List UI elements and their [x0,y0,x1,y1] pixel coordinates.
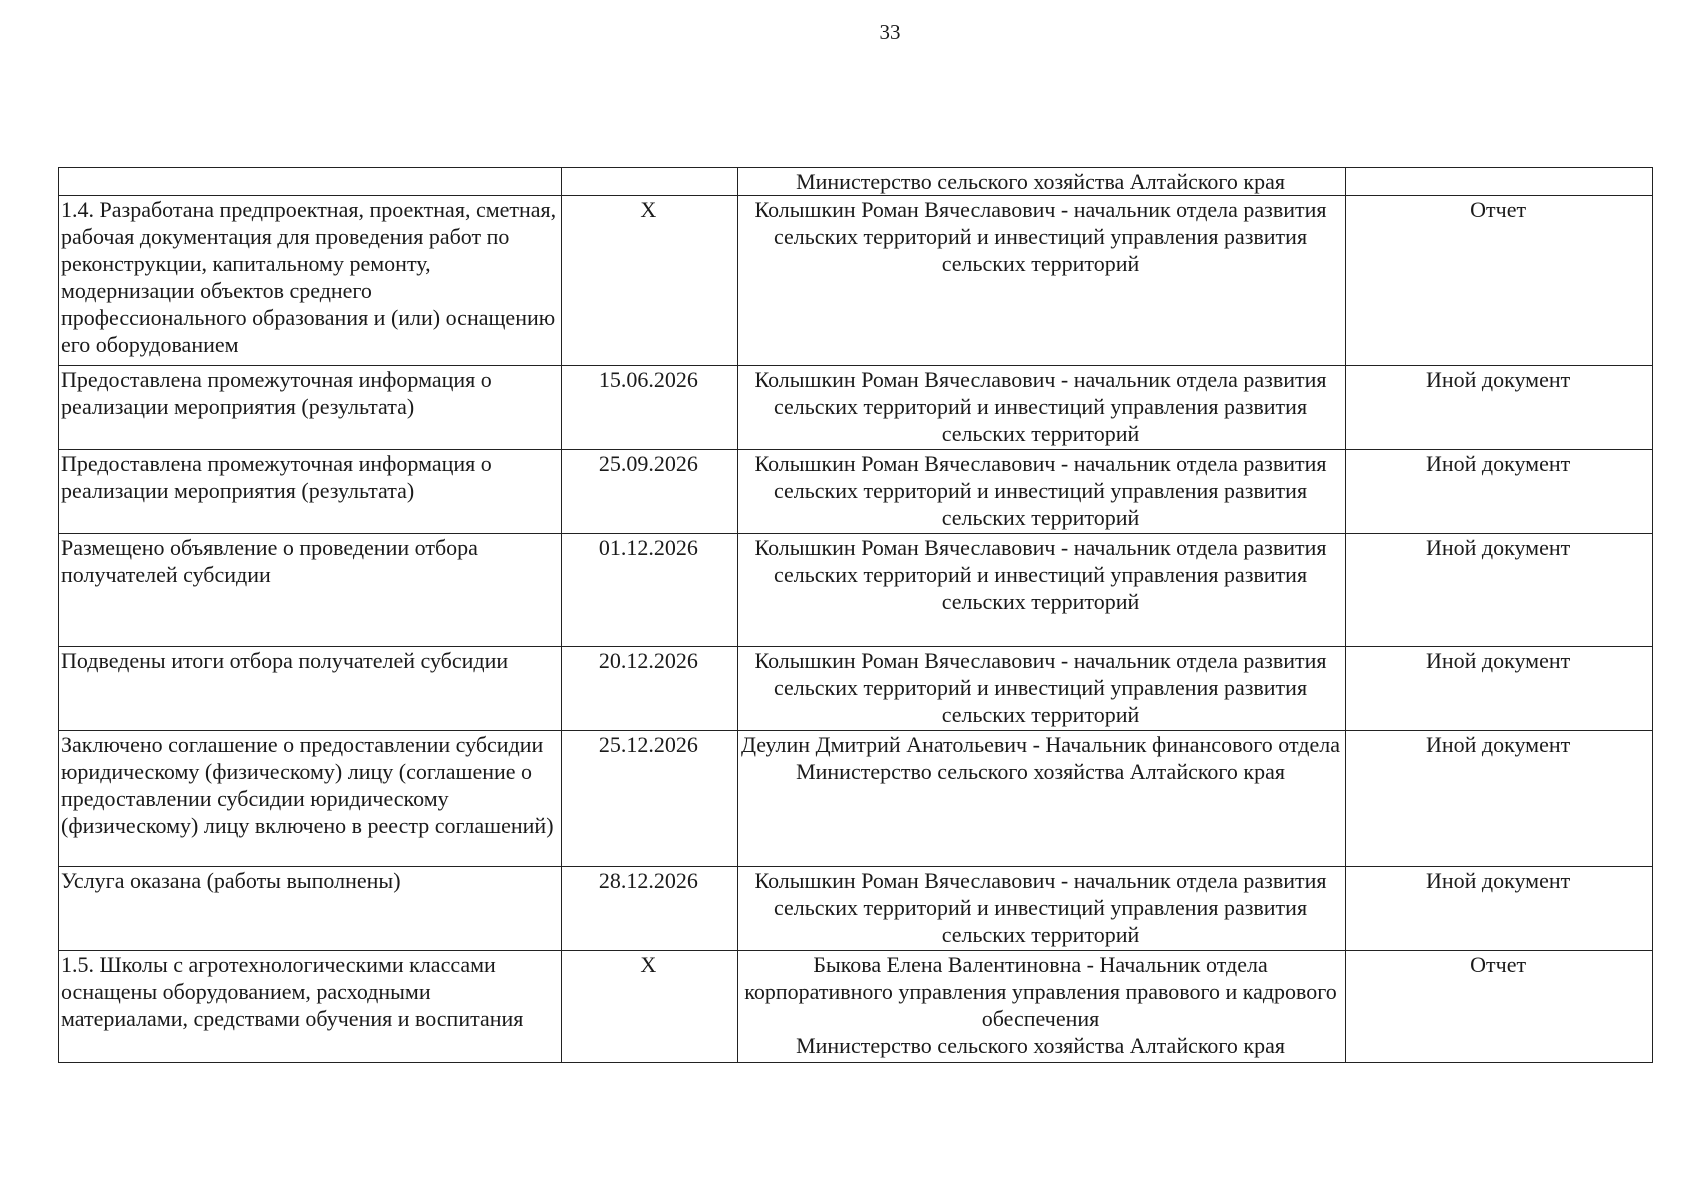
cell-date: 25.12.2026 [561,731,737,867]
cell-responsible [737,647,1345,731]
cell-document-type: Иной документ [1346,450,1653,534]
table-row [59,168,1653,196]
table-row [59,951,1653,1063]
cell-date [561,168,737,196]
cell-responsible [737,366,1345,450]
cell-responsible [737,731,1345,867]
cell-responsible [737,867,1345,951]
cell-date: X [561,196,737,366]
cell-responsible [737,951,1345,1063]
cell-date: 28.12.2026 [561,867,737,951]
cell-result-description: 1.5. Школы с агротехнологическими классами оснащены оборудованием, расходными материалами, средствами обучения и воспитания [59,951,562,1063]
cell-result-description: Предоставлена промежуточная информация о реализации мероприятия (результата) [59,450,562,534]
cell-date: 15.06.2026 [561,366,737,450]
cell-date: 01.12.2026 [561,534,737,647]
cell-result-description: 1.4. Разработана предпроектная, проектная, сметная, рабочая документация для проведения работ по реконструкции, капитальному ремонту, модернизации объектов среднего профессионального образования и (или) оснащению его оборудованием [59,196,562,366]
cell-document-type: Отчет [1346,951,1653,1063]
cell-date: 25.09.2026 [561,450,737,534]
cell-date: 20.12.2026 [561,647,737,731]
cell-document-type: Иной документ [1346,647,1653,731]
cell-result-description: Предоставлена промежуточная информация о реализации мероприятия (результата) [59,366,562,450]
cell-responsible [737,196,1345,366]
cell-responsible [737,450,1345,534]
responsible-line: Колышкин Роман Вячеславович - начальник отдела развития сельских территорий и инвестиций управления развития сельских территорий [754,648,1327,727]
responsible-line: Колышкин Роман Вячеславович - начальник отдела развития сельских территорий и инвестиций управления развития сельских территорий [754,451,1327,530]
cell-responsible [737,168,1345,196]
responsible-line: Колышкин Роман Вячеславович - начальник отдела развития сельских территорий и инвестиций управления развития сельских территорий [754,868,1327,947]
cell-result-description: Услуга оказана (работы выполнены) [59,867,562,951]
responsible-line: Колышкин Роман Вячеславович - начальник отдела развития сельских территорий и инвестиций управления развития сельских территорий [754,535,1327,614]
cell-result-description: Подведены итоги отбора получателей субсидии [59,647,562,731]
responsible-line: Министерство сельского хозяйства Алтайского края [796,1033,1285,1058]
responsible-line: Министерство сельского хозяйства Алтайского края [796,169,1285,194]
responsible-line: Быкова Елена Валентиновна - Начальник отдела корпоративного управления управления правового и кадрового обеспечения [744,952,1337,1031]
cell-responsible [737,534,1345,647]
document-table [58,167,1653,1063]
responsible-line: Колышкин Роман Вячеславович - начальник отдела развития сельских территорий и инвестиций управления развития сельских территорий [754,197,1327,276]
cell-result-description: Размещено объявление о проведении отбора получателей субсидии [59,534,562,647]
table-body [59,168,1653,1063]
cell-result-description: Заключено соглашение о предоставлении субсидии юридическому (физическому) лицу (соглашение о предоставлении субсидии юридическому (физическому) лицу включено в реестр соглашений) [59,731,562,867]
responsible-line: Министерство сельского хозяйства Алтайского края [796,759,1285,784]
table-row [59,450,1653,534]
cell-document-type [1346,168,1653,196]
table-row [59,366,1653,450]
table-row [59,534,1653,647]
cell-document-type: Отчет [1346,196,1653,366]
responsible-line: Деулин Дмитрий Анатольевич - Начальник финансового отдела [741,732,1341,757]
page-number: 33 [879,20,901,44]
table-row [59,731,1653,867]
cell-date: X [561,951,737,1063]
cell-document-type: Иной документ [1346,366,1653,450]
cell-result-description [59,168,562,196]
cell-document-type: Иной документ [1346,731,1653,867]
cell-document-type: Иной документ [1346,867,1653,951]
responsible-line: Колышкин Роман Вячеславович - начальник отдела развития сельских территорий и инвестиций управления развития сельских территорий [754,367,1327,446]
table-row [59,196,1653,366]
document-table-container [58,167,1653,1063]
table-row [59,647,1653,731]
table-row [59,867,1653,951]
cell-document-type: Иной документ [1346,534,1653,647]
